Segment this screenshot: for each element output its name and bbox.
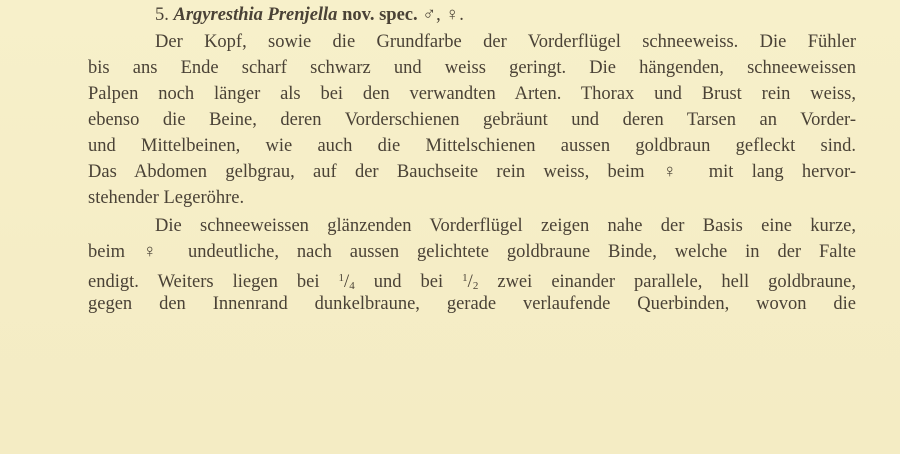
text-line: ebenso die Beine, deren Vorderschienen gebräunt und deren Tarsen an Vorder- xyxy=(88,110,856,130)
text-segment: und bei xyxy=(373,272,444,292)
text-line: beim ♀ undeutliche, nach aussen gelichtete goldbraune Binde, welche in der Falte xyxy=(88,242,856,262)
text-line: Palpen noch länger als bei den verwandten Arten. Thorax und Brust rein weiss, xyxy=(88,84,856,104)
text-line: und Mittelbeinen, wie auch die Mittelschienen aussen goldbraun gefleckt sind. xyxy=(88,136,856,156)
text-line: bis ans Ende scharf schwarz und weiss geringt. Die hängenden, schneeweissen xyxy=(88,58,856,78)
text-line: Die schneeweissen glänzenden Vorderflügel zeigen nahe der Basis eine kurze, xyxy=(155,216,856,236)
species-heading xyxy=(88,2,856,28)
text-line: stehender Legeröhre. xyxy=(88,188,245,208)
species-name: Argyresthia Prenjella xyxy=(173,5,338,25)
species-number: 5. xyxy=(155,5,169,25)
species-sexes: ♂, ♀. xyxy=(422,5,464,25)
text-line: Der Kopf, sowie die Grundfarbe der Vorderflügel schneeweiss. Die Fühler xyxy=(155,32,856,52)
fraction-half: $^1/_2$ xyxy=(462,272,479,292)
text-line: gegen den Innenrand dunkelbraune, gerade verlaufende Querbinden, wovon die xyxy=(88,294,856,314)
fraction-quarter: $^1/_4$ xyxy=(338,272,355,292)
species-status: nov. spec. xyxy=(342,5,418,25)
text-line: Das Abdomen gelbgrau, auf der Bauchseite rein weiss, beim ♀ mit lang hervor- xyxy=(88,162,856,182)
text-line-fractions xyxy=(88,265,856,291)
text-segment: zwei einander parallele, hell goldbraune, xyxy=(497,272,857,292)
text-segment: endigt. Weiters liegen bei xyxy=(88,272,320,292)
